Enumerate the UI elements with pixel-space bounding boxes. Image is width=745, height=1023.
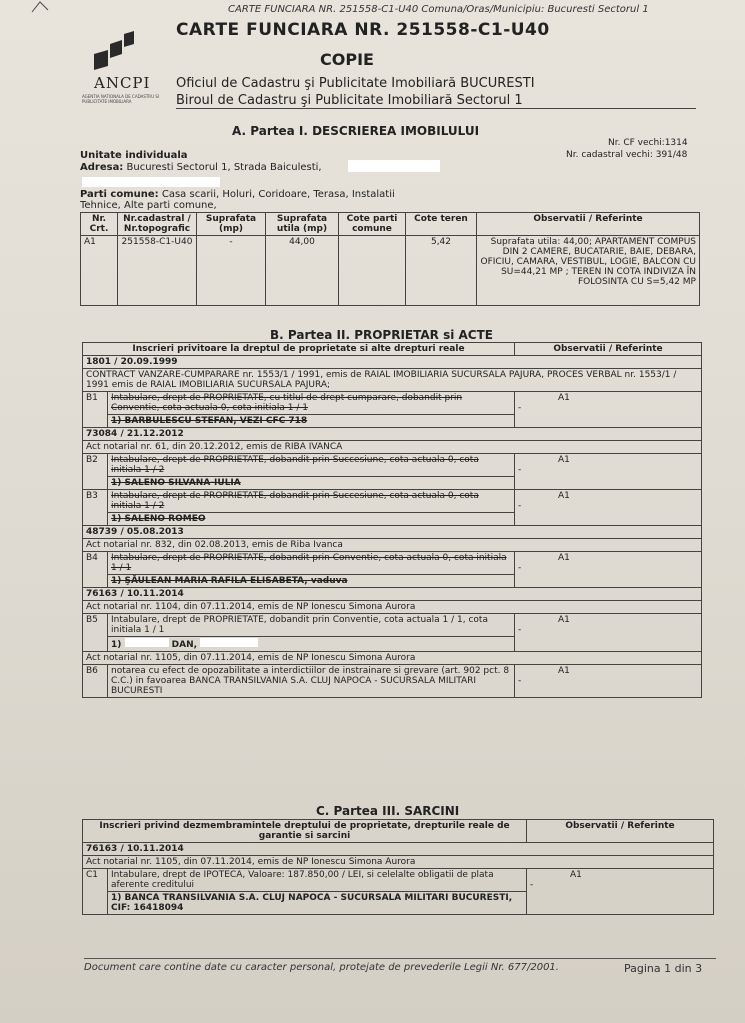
- hole-mark-icon: [30, 0, 50, 14]
- entry-text: Intabulare, drept de PROPRIETATE, cu titlul de drept cumparare, dobandit prin Conventie, cota actuala 0, cota initiala 1 / 1: [108, 392, 515, 415]
- cf-old: Nr. CF vechi:1314: [608, 138, 688, 148]
- ref-dash: -: [518, 403, 522, 413]
- col-header: Observatii / Referinte: [515, 343, 702, 356]
- header-divider: [176, 108, 696, 109]
- owner-name: 1) BANCA TRANSILVANIA S.A. CLUJ NAPOCA - SUCURSALA MILITARI BUCURESTI, CIF: 16418094: [108, 892, 527, 915]
- ref-value: A1: [570, 870, 582, 880]
- registration-number: 48739 / 05.08.2013: [83, 526, 702, 539]
- entry-text: Intabulare, drept de PROPRIETATE, dobandit prin Conventie, cota actuala 0, cota initiala 1 / 1: [108, 552, 515, 575]
- table-cell: 251558-C1-U40: [118, 236, 197, 306]
- col-header: Nr.cadastral / Nr.topografic: [118, 213, 197, 236]
- ref-value: A1: [558, 491, 570, 501]
- owner-name: 1) BARBULESCU STEFAN, VEZI CFC 718: [108, 415, 515, 428]
- act-text: Act notarial nr. 1104, din 07.11.2014, emis de NP Ionescu Simona Aurora: [83, 601, 702, 614]
- page-number: Pagina 1 din 3: [624, 962, 703, 975]
- bureau-name: Biroul de Cadastru şi Publicitate Imobiliară Sectorul 1: [176, 93, 523, 108]
- logo-text: ANCPI: [94, 74, 151, 92]
- page-title: CARTE FUNCIARA NR. 251558-C1-U40: [176, 20, 550, 40]
- table-cell: [339, 236, 406, 306]
- col-header: Observatii / Referinte: [477, 213, 700, 236]
- col-header: Inscrieri privind dezmembramintele dreptului de proprietate, drepturile reale de garantie si sarcini: [83, 820, 527, 843]
- part-c-title: C. Partea III. SARCINI: [316, 804, 460, 818]
- footer-divider: [84, 958, 716, 959]
- owner-index: 1): [111, 640, 122, 650]
- address-value: Bucuresti Sectorul 1, Strada Baiculesti,: [126, 162, 322, 173]
- ref-dash: -: [518, 625, 522, 635]
- unit-type: Unitate individuala: [80, 150, 188, 161]
- act-text: CONTRACT VANZARE-CUMPARARE nr. 1553/1 / 1991, emis de RAIAL IMOBILIARIA SUCURSALA PAJURA, PROCES VERBAL nr. 1553/1 / 1991 emis de RAIAL IMOBILIARIA SUCURSALA PAJURA;: [83, 369, 702, 392]
- ref-dash: -: [518, 501, 522, 511]
- table-cell: 5,42: [406, 236, 477, 306]
- table-cell: Suprafata utila: 44,00; APARTAMENT COMPUS DIN 2 CAMERE, BUCATARIE, BAIE, DEBARA, OFICIU, CAMARA, VESTIBUL, LOGIE, BALCON CU SU=44,21 MP ; TEREN IN COTA INDIVIZA ÎN FOLOSINTA CU S=5,42 MP: [477, 236, 700, 306]
- entry-id: C1: [83, 869, 108, 915]
- common-parts-label: Parti comune:: [80, 189, 159, 200]
- redaction-box: [125, 638, 169, 647]
- entry-text: Intabulare, drept de IPOTECA, Valoare: 187.850,00 / LEI, si celelalte obligatii de plata aferente creditului: [108, 869, 527, 892]
- office-name: Oficiul de Cadastru şi Publicitate Imobiliară BUCURESTI: [176, 76, 535, 91]
- common-parts: [80, 189, 700, 211]
- ref-value: A1: [558, 455, 570, 465]
- encumbrances-table: [82, 819, 714, 915]
- entry-text: Intabulare, drept de PROPRIETATE, dobandit prin Succesiune, cota actuala 0, cota initiala 1 / 2: [108, 454, 515, 477]
- redaction-box: [82, 177, 220, 187]
- entry-id: B1: [83, 392, 108, 428]
- col-header: Cote parti comune: [339, 213, 406, 236]
- entry-id: B6: [83, 665, 108, 698]
- description-table: [80, 212, 700, 306]
- owner-name-value: DAN,: [171, 640, 198, 650]
- entry-ref: [515, 552, 702, 588]
- common-parts-text-2: Tehnice, Alte parti comune,: [80, 200, 217, 211]
- col-header: Suprafata (mp): [197, 213, 266, 236]
- part-a-title: A. Partea I. DESCRIEREA IMOBILULUI: [232, 124, 480, 138]
- ref-dash: -: [518, 465, 522, 475]
- registration-number: 76163 / 10.11.2014: [83, 843, 714, 856]
- logo-subtext: AGENTIA NATIONALA DE CADASTRU SI PUBLICITATE IMOBILIARA: [82, 94, 159, 104]
- act-text: Act notarial nr. 1105, din 07.11.2014, emis de NP Ionescu Simona Aurora: [83, 856, 714, 869]
- table-cell: A1: [81, 236, 118, 306]
- entry-id: B4: [83, 552, 108, 588]
- ref-value: A1: [558, 666, 570, 676]
- ownership-table: [82, 342, 702, 698]
- cadastral-old: Nr. cadastral vechi: 391/48: [566, 150, 688, 160]
- ref-dash: -: [530, 880, 534, 890]
- entry-id: B5: [83, 614, 108, 652]
- redaction-box: [348, 160, 440, 172]
- col-header: Inscrieri privitoare la dreptul de proprietate si alte drepturi reale: [83, 343, 515, 356]
- entry-id: B3: [83, 490, 108, 526]
- common-parts-text: Casa scarii, Holuri, Coridoare, Terasa, Instalatii: [161, 189, 395, 200]
- act-text: Act notarial nr. 61, din 20.12.2012, emis de RIBA IVANCA: [83, 441, 702, 454]
- col-header: Cote teren: [406, 213, 477, 236]
- redaction-box: [200, 638, 258, 647]
- address-line: [80, 162, 322, 173]
- registration-number: 73084 / 21.12.2012: [83, 428, 702, 441]
- entry-text: notarea cu efect de opozabilitate a interdictiilor de instrainare si grevare (art. 902 pct. 8 C.C.) in favoarea BANCA TRANSILVANIA S.A. CLUJ NAPOCA - SUCURSALA MILITARI BUCURESTI: [108, 665, 515, 698]
- part-b-title: B. Partea II. PROPRIETAR si ACTE: [270, 328, 493, 342]
- ref-dash: -: [518, 563, 522, 573]
- entry-ref: [515, 614, 702, 652]
- ref-value: A1: [558, 393, 570, 403]
- act-text: Act notarial nr. 832, din 02.08.2013, emis de Riba Ivanca: [83, 539, 702, 552]
- owner-name: 1) SALENO SILVANA-IULIA: [108, 477, 515, 490]
- registration-number: 76163 / 10.11.2014: [83, 588, 702, 601]
- entry-ref: [515, 490, 702, 526]
- entry-text: Intabulare, drept de PROPRIETATE, dobandit prin Succesiune, cota actuala 0, cota initiala 1 / 2: [108, 490, 515, 513]
- address-label: Adresa:: [80, 162, 124, 173]
- table-cell: -: [197, 236, 266, 306]
- owner-name: [108, 637, 515, 652]
- copy-label: COPIE: [320, 50, 374, 69]
- act-text: Act notarial nr. 1105, din 07.11.2014, emis de NP Ionescu Simona Aurora: [83, 652, 702, 665]
- ref-dash: -: [518, 676, 522, 686]
- registration-number: 1801 / 20.09.1999: [83, 356, 702, 369]
- entry-ref: [515, 454, 702, 490]
- col-header: Suprafata utila (mp): [266, 213, 339, 236]
- ref-value: A1: [558, 615, 570, 625]
- entry-ref: [527, 869, 714, 915]
- footer-text: Document care contine date cu caracter personal, protejate de prevederile Legii Nr. 677/2001.: [84, 962, 559, 973]
- table-cell: 44,00: [266, 236, 339, 306]
- entry-ref: [515, 665, 702, 698]
- col-header: Observatii / Referinte: [527, 820, 714, 843]
- ref-value: A1: [558, 553, 570, 563]
- running-header: CARTE FUNCIARA NR. 251558-C1-U40 Comuna/Oras/Municipiu: Bucuresti Sectorul 1: [228, 4, 649, 15]
- entry-id: B2: [83, 454, 108, 490]
- owner-name: 1) SALENO ROMEO: [108, 513, 515, 526]
- col-header: Nr. Crt.: [81, 213, 118, 236]
- entry-ref: [515, 392, 702, 428]
- owner-name: 1) ŞĂULEAN MARIA RAFILA ELISABETA, vaduva: [108, 575, 515, 588]
- entry-text: Intabulare, drept de PROPRIETATE, dobandit prin Conventie, cota actuala 1 / 1, cota initiala 1 / 1: [108, 614, 515, 637]
